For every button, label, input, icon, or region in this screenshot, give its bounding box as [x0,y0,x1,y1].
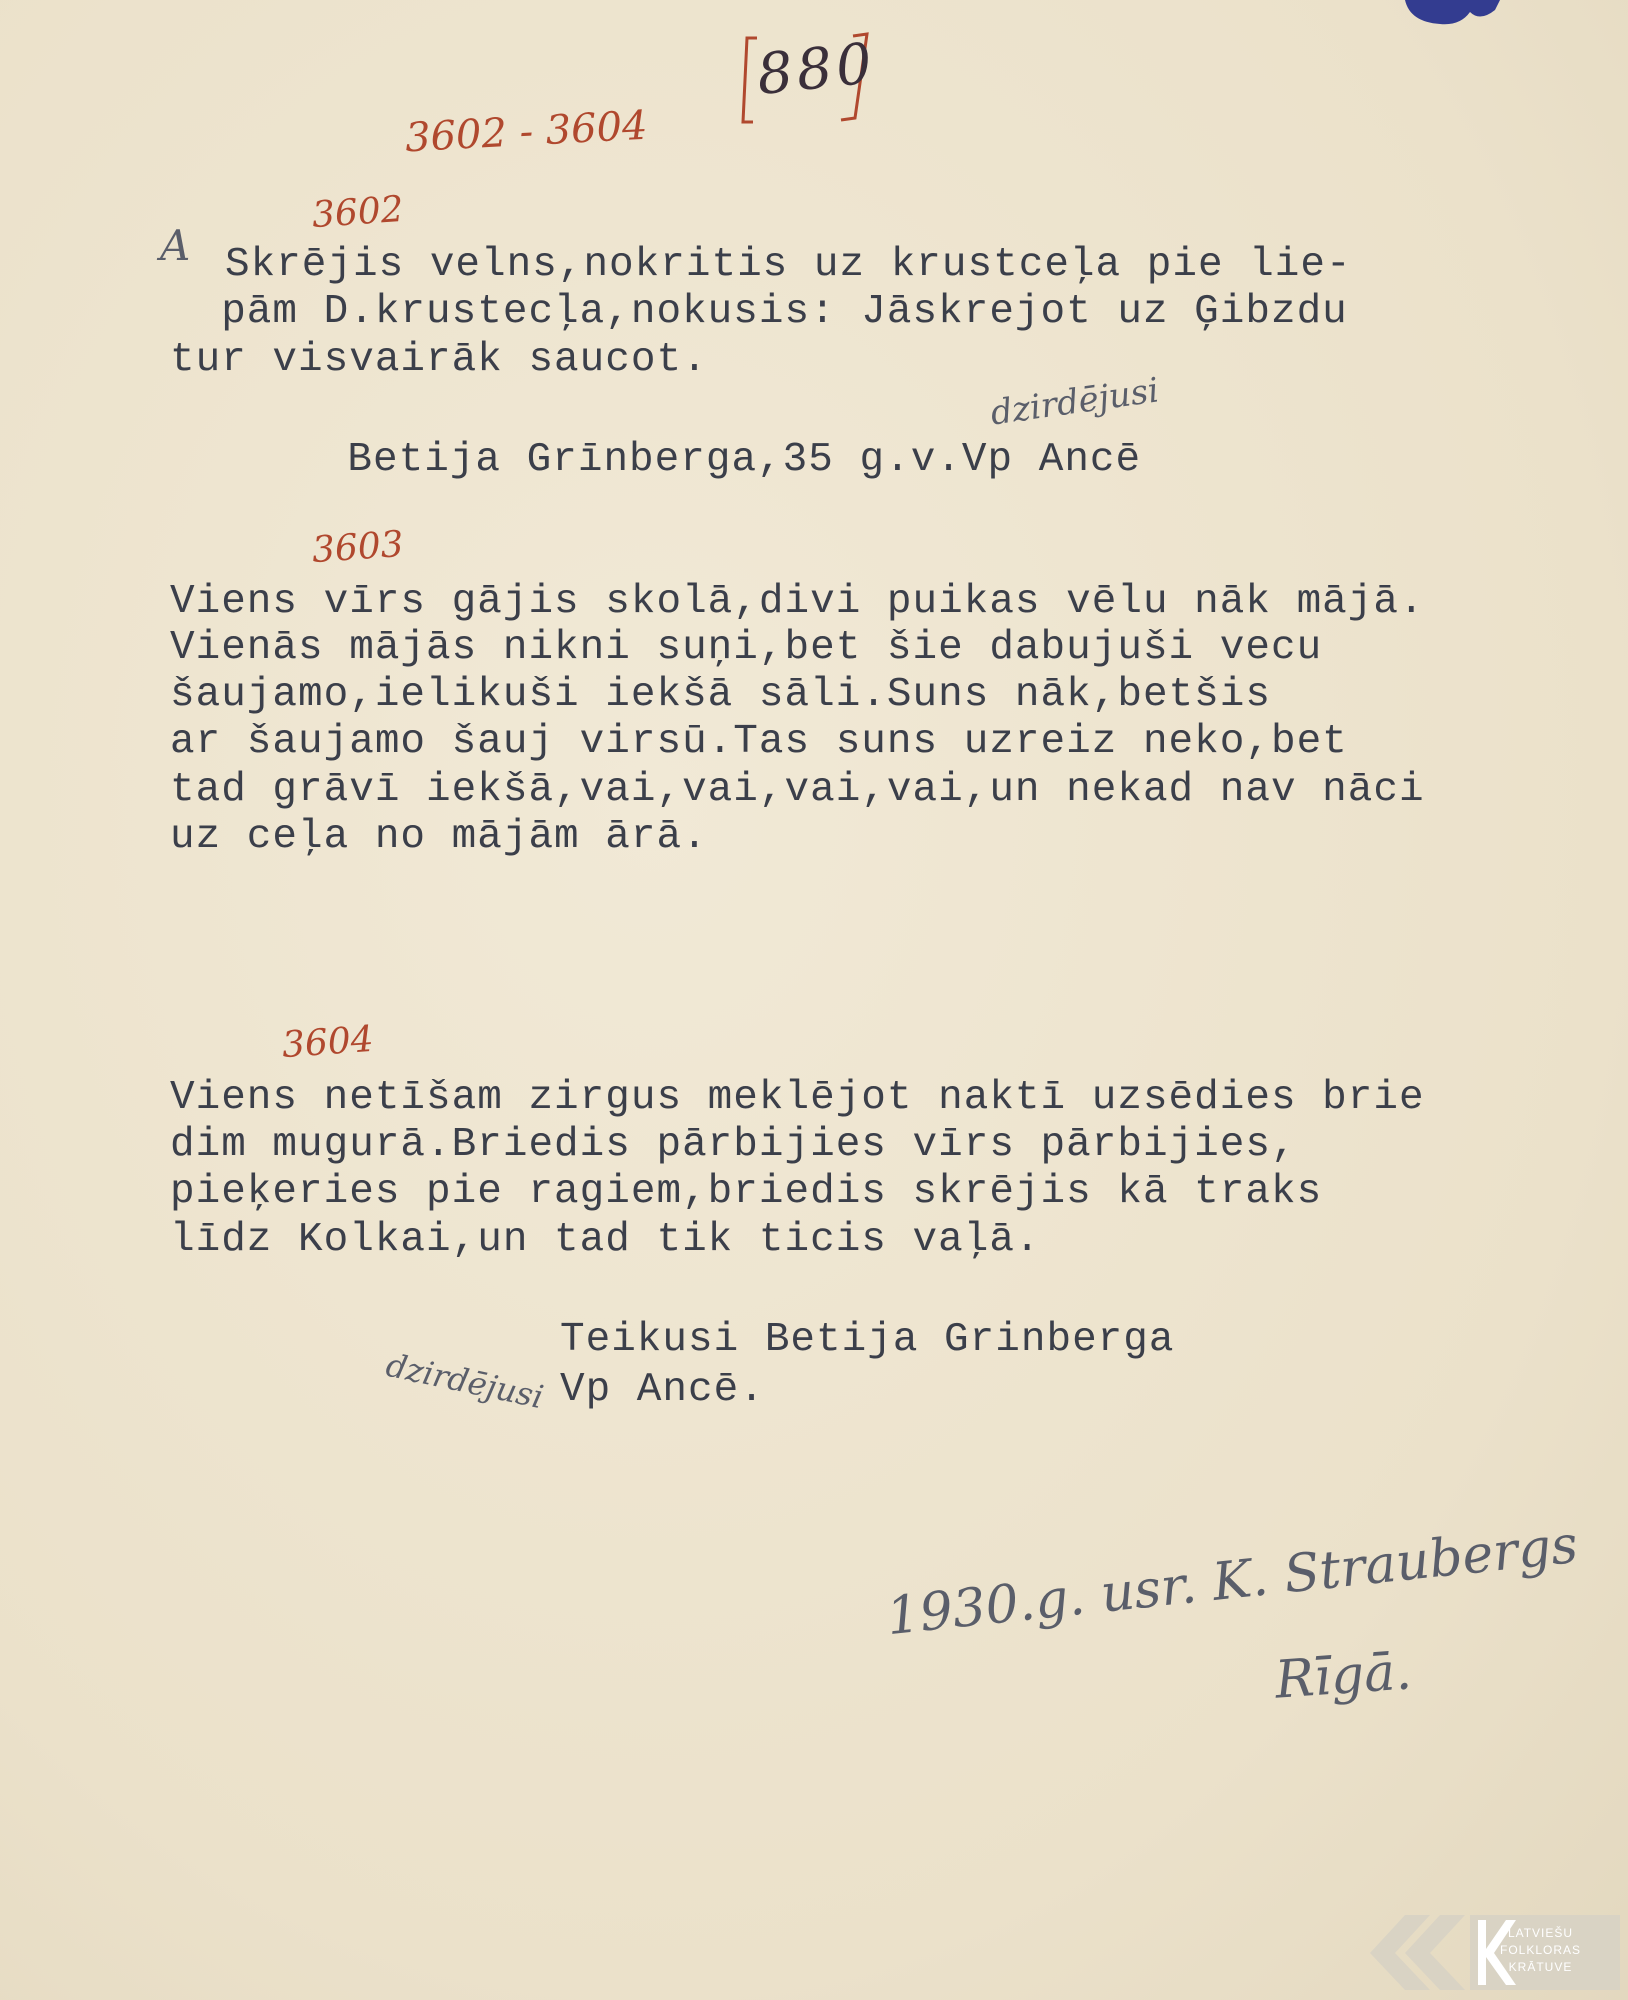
archive-number: 880 [753,30,879,109]
archive-logo-text [1500,1925,1581,1976]
logo-line-1: LATVIEŠU [1507,1926,1574,1940]
entry-b-number: 3603 [310,523,405,572]
logo-line-3: KRĀTUVE [1508,1960,1573,1974]
entry-b-line-2: Vienās mājās nikni suņi,bet šie dabujuši vecu [170,625,1323,671]
entry-a-line-3: tur visvairāk saucot. [170,337,708,383]
heard-note-1: dzirdējusi [988,370,1162,434]
entry-c-line-2: dim mugurā.Briedis pārbijies vīrs pārbijies, [170,1122,1297,1168]
range-number: 3602 - 3604 [403,102,649,162]
heard-note-2: dzirdējusi [382,1345,547,1417]
entry-a-source: Betija Grīnberga,35 g.v.Vp Ancē [245,437,1142,483]
entry-b-line-3: šaujamo,ielikuši iekšā sāli.Suns nāk,betšis [170,672,1271,718]
entry-b-line-4: ar šaujamo šauj virsū.Tas suns uzreiz neko,bet [170,719,1348,765]
entry-a-mark: A [160,221,191,270]
entry-a-number: 3602 [310,188,405,237]
entry-b-line-6: uz ceļa no mājām ārā. [170,814,708,860]
entry-c-source-2: Vp Ancē. [560,1367,765,1413]
ink-blot [1400,0,1510,30]
recorder-line-2: Rīgā. [1273,1641,1414,1711]
logo-line-2: FOLKLORAS [1500,1943,1582,1957]
entry-c-line-3: pieķeries pie ragiem,briedis skrējis kā traks [170,1169,1323,1215]
entry-c-line-4: līdz Kolkai,un tad tik ticis vaļā. [170,1217,1041,1263]
entry-a-line-2: pām D.krustecļa,nokusis: Jāskrejot uz Ģibzdu [170,289,1348,335]
entry-c-number: 3604 [280,1018,375,1067]
entry-a-line-1: Skrējis velns,nokritis uz krustceļa pie lie- [225,242,1352,288]
entry-b-line-5: tad grāvī iekšā,vai,vai,vai,vai,un nekad nav nāci [170,767,1425,813]
entry-c-line-1: Viens netīšam zirgus meklējot naktī uzsēdies brie [170,1075,1425,1121]
entry-b-line-1: Viens vīrs gājis skolā,divi puikas vēlu nāk mājā. [170,579,1425,625]
recorder-line-1: 1930.g. usr. K. Straubergs [883,1514,1581,1648]
entry-c-source-1: Teikusi Betija Grinberga [560,1317,1175,1363]
archive-logo [1370,1915,1620,1990]
